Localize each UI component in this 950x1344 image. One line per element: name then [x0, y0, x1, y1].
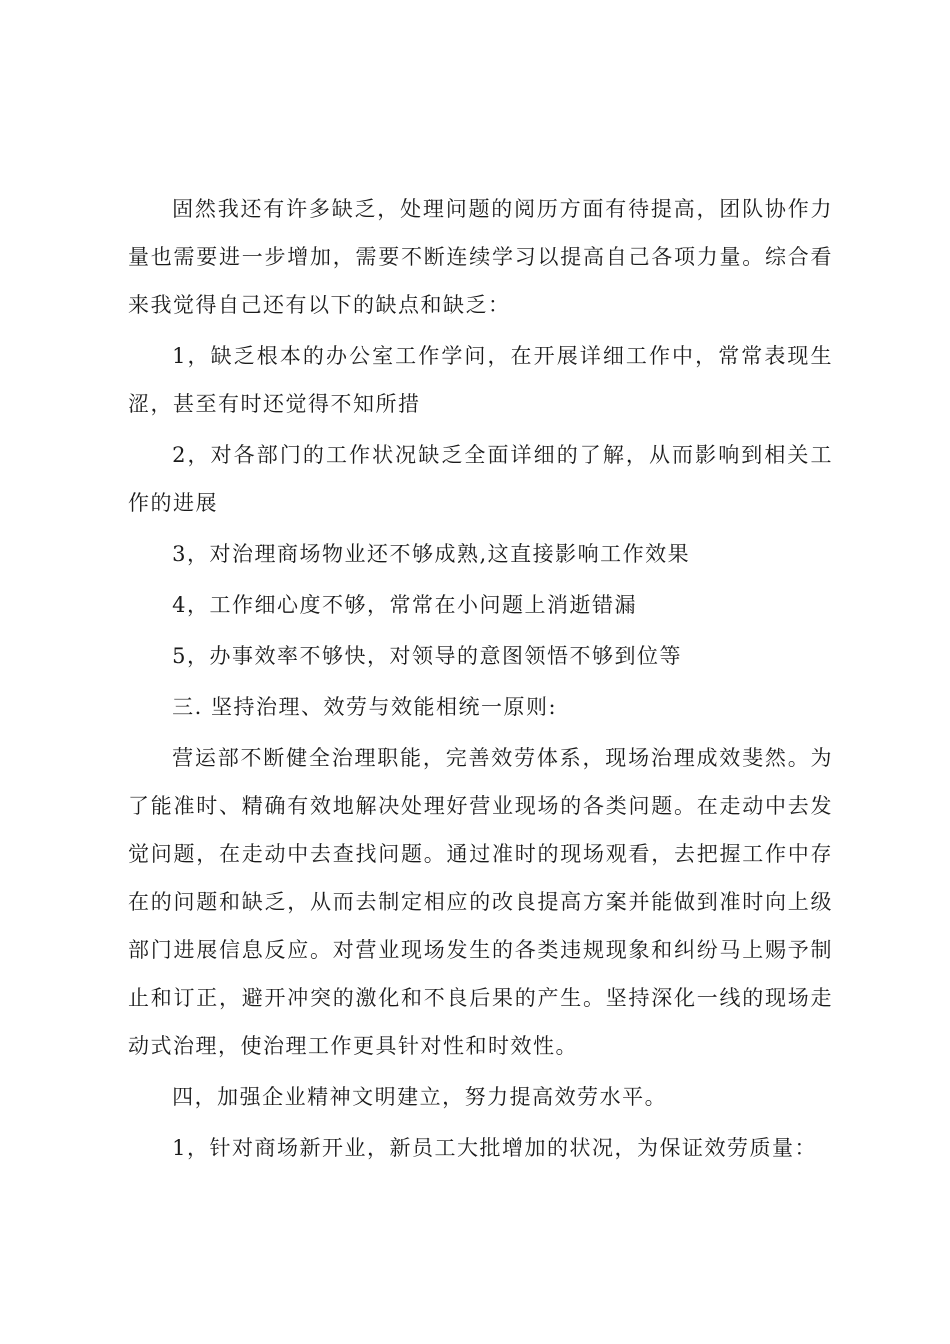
paragraph-operations: 营运部不断健全治理职能，完善效劳体系，现场治理成效斐然。为了能准时、精确有效地解决处理好营业现场的各类问题。在走动中去发觉问题，在走动中去查找问题。通过准时的现场观看，去把握工作中存在的问题和缺乏，从而去制定相应的改良提高方案并能做到准时向上级部门进展信息反应。对营业现场发生的各类违规现象和纠纷马上赐予制止和订正，避开冲突的激化和不良后果的产生。坚持深化一线的现场走动式治理，使治理工作更具针对性和时效性。 [128, 746, 833, 1058]
paragraph-shortcoming-3: 3，对治理商场物业还不够成熟,这直接影响工作效果 [172, 542, 691, 566]
paragraph-shortcoming-1: 1，缺乏根本的办公室工作学问，在开展详细工作中，常常表现生涩，甚至有时还觉得不知所措 [128, 344, 833, 416]
paragraph-shortcoming-5: 5，办事效率不够快，对领导的意图领悟不够到位等 [172, 644, 682, 668]
paragraph-shortcomings-intro: 固然我还有许多缺乏，处理问题的阅历方面有待提高，团队协作力量也需要进一步增加，需要不断连续学习以提高自己各项力量。综合看来我觉得自己还有以下的缺点和缺乏： [128, 197, 833, 317]
paragraph-new-staff: 1，针对商场新开业，新员工大批增加的状况，为保证效劳质量： [172, 1136, 817, 1160]
section-heading-3: 三. 坚持治理、效劳与效能相统一原则: [172, 695, 558, 719]
document-body [128, 185, 833, 1175]
paragraph-shortcoming-2: 2，对各部门的工作状况缺乏全面详细的了解，从而影响到相关工作的进展 [128, 443, 833, 515]
paragraph-shortcoming-4: 4，工作细心度不够，常常在小问题上消逝错漏 [172, 593, 637, 617]
section-heading-4: 四，加强企业精神文明建立，努力提高效劳水平。 [172, 1085, 668, 1109]
